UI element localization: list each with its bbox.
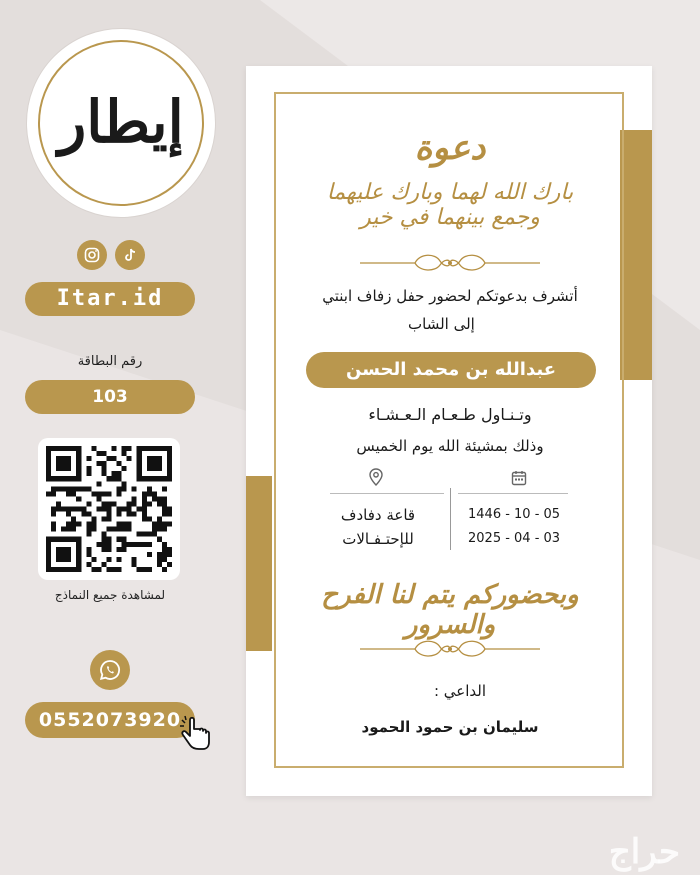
ornament-divider bbox=[360, 250, 540, 276]
venue-line-2: للإحتـفـالات bbox=[342, 530, 414, 548]
logo-text: إيطار bbox=[58, 88, 184, 156]
pointer-hand-icon bbox=[176, 714, 216, 754]
qr-code[interactable] bbox=[38, 438, 180, 580]
venue-line-1: قاعة دفادف bbox=[340, 506, 416, 524]
qr-caption: لمشاهدة جميع النماذج bbox=[54, 588, 166, 602]
handle-pill[interactable]: Itar.id bbox=[25, 282, 195, 316]
host-name: سليمان بن حمود الحمود bbox=[361, 718, 539, 736]
card-number-label: رقم البطاقة bbox=[77, 354, 143, 369]
decor-bar-right bbox=[620, 130, 652, 380]
date-gregorian: 2025 - 04 - 03 bbox=[468, 531, 561, 546]
divider-left bbox=[330, 493, 444, 494]
invite-line-2: إلى الشاب bbox=[408, 315, 475, 333]
groom-name-pill: عبدالله بن محمد الحسن bbox=[306, 352, 596, 388]
invite-line-4: وذلك بمشيئة الله يوم الخميس bbox=[356, 437, 544, 455]
invitation-verse: بارك الله لهما وبارك عليهما وجمع بينهما في خير bbox=[326, 180, 574, 230]
instagram-icon[interactable] bbox=[77, 240, 107, 270]
invite-line-3: وتـنـاول طـعـام الـعـشـاء bbox=[368, 405, 532, 424]
ornament-divider-bottom bbox=[360, 636, 540, 662]
decor-bar-left bbox=[246, 476, 272, 651]
location-pin-icon bbox=[368, 468, 384, 486]
divider-vertical bbox=[450, 488, 451, 550]
invite-line-1: أتشرف بدعوتكم لحضور حفل زفاف ابنتي bbox=[322, 287, 578, 305]
invitation-title: دعوة bbox=[414, 128, 486, 168]
watermark: حراج bbox=[608, 832, 680, 872]
social-icons bbox=[77, 240, 145, 270]
whatsapp-icon[interactable] bbox=[90, 650, 130, 690]
calendar-icon bbox=[511, 470, 527, 486]
divider-right bbox=[458, 493, 568, 494]
qr-code-graphic bbox=[46, 446, 172, 572]
card-number-pill: 103 bbox=[25, 380, 195, 414]
date-hijri: 1446 - 10 - 05 bbox=[468, 507, 561, 522]
tiktok-icon[interactable] bbox=[115, 240, 145, 270]
host-label: الداعي : bbox=[433, 682, 487, 700]
closing-calligraphy: وبحضوركم يتم لنا الفرح والسرور bbox=[321, 580, 579, 640]
phone-pill[interactable]: 0552073920 bbox=[25, 702, 195, 738]
